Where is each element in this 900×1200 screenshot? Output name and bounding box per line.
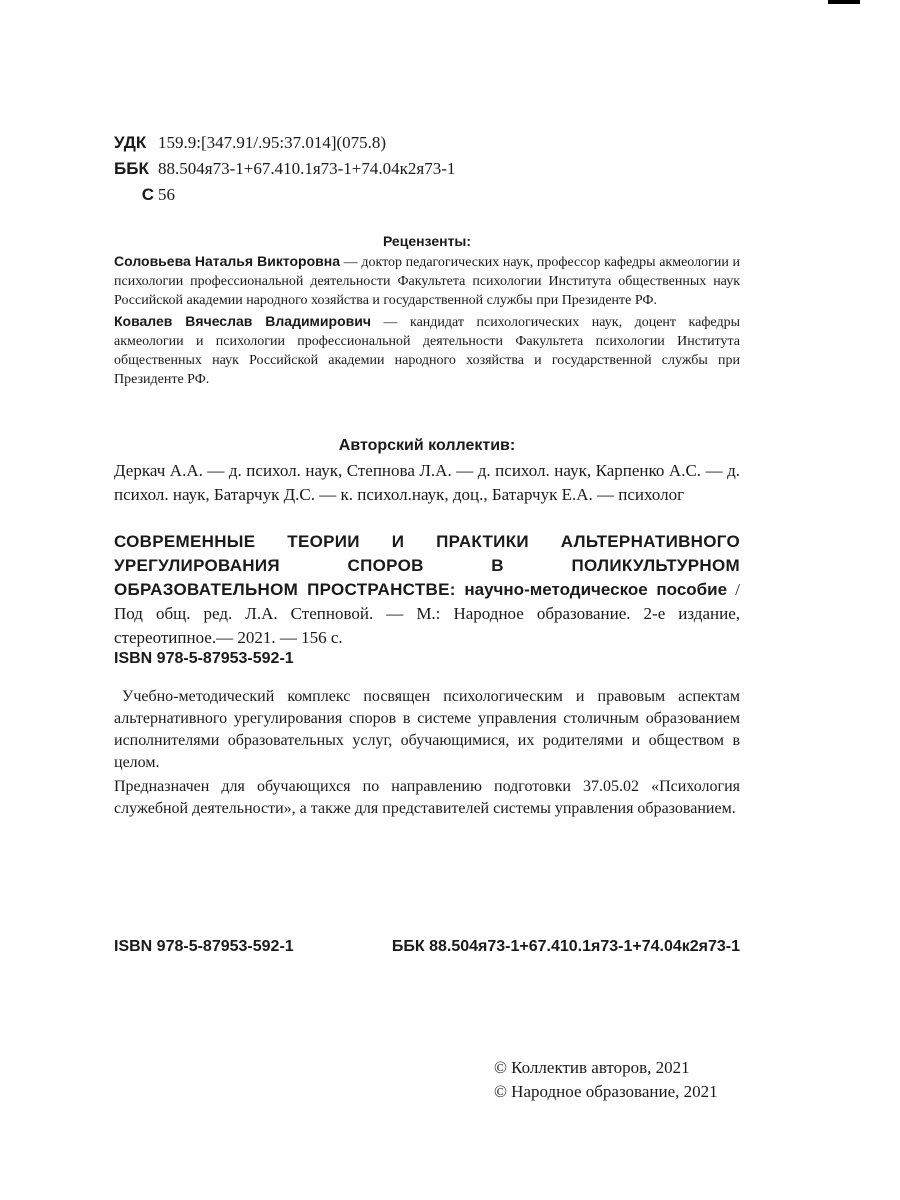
bbk-value: 88.504я73-1+67.410.1я73-1+74.04к2я73-1 [158,159,456,178]
authors-list: Деркач А.А. — д. психол. наук, Степнова Л.А. — д. психол. наук, Карпенко А.С. — д. психол. наук, Батарчук Д.С. — к. психол.наук, доц., Батарчук Е.А. — психолог [114,461,740,504]
classification-block [114,130,455,208]
copyright-block [494,1056,740,1104]
footer-bbk: ББК 88.504я73-1+67.410.1я73-1+74.04к2я73-1 [391,938,740,955]
authors-heading: Авторский коллектив: [338,437,516,454]
bibliographic-citation [114,530,740,650]
reviewer-entry [114,252,740,310]
bbk-label: ББК [114,159,149,178]
annotation-paragraph-2: Предназначен для обучающихся по направлению подготовки 37.05.02 «Психология служебной деятельности», а также для представителей системы управления образованием. [114,778,740,817]
udk-label: УДК [114,133,147,152]
reviewer-description: — доктор педагогических наук, профессор кафедры акмеологии и психологии профессиональной деятельности Факультета психологии Института общественных наук Российской академии народного хозяйства и государственной службы при Президенте РФ. [114,255,740,308]
reviewer-name: Ковалев Вячеслав Владимирович [114,313,371,329]
book-subtitle: научно-методическое пособие [455,580,728,599]
footer-codes [114,936,740,958]
isbn: ISBN 978-5-87953-592-1 [114,650,294,667]
authors-section [114,435,740,507]
corner-crop-mark [828,0,860,4]
footer-isbn: ISBN 978-5-87953-592-1 [114,938,294,955]
reviewer-name: Соловьева Наталья Викторовна [114,253,340,269]
annotation-paragraph-1: Учебно-методический комплекс посвящен психологическим и правовым аспектам альтернативного урегулирования споров в системе управления столичным образованием исполнителями образовательных услуг, обучающимися, их родителями и обществом в целом. [114,688,740,771]
udk-row [114,130,455,156]
author-mark-label: С [141,185,154,204]
bbk-row [114,156,455,182]
author-mark-value: 56 [158,185,175,204]
book-title: СОВРЕМЕННЫЕ ТЕОРИИ И ПРАКТИКИ АЛЬТЕРНАТИВНОГО УРЕГУЛИРОВАНИЯ СПОРОВ В ПОЛИКУЛЬТУРНОМ ОБРАЗОВАТЕЛЬНОМ ПРОСТРАНСТВЕ: [114,532,740,599]
copyright-publisher: © Народное образование, 2021 [494,1082,718,1101]
author-mark-row [114,182,455,208]
copyright-authors: © Коллектив авторов, 2021 [494,1058,690,1077]
reviewer-entry [114,312,740,389]
reviewers-heading: Рецензенты: [382,233,472,249]
udk-value: 159.9:[347.91/.95:37.014](075.8) [158,133,387,152]
annotation-section [114,686,740,822]
reviewers-section [114,232,740,391]
book-publication-details: / Под общ. ред. Л.А. Степновой. — М.: Народное образование. 2-е издание, стереотипное.— 2021. — 156 с. [114,580,740,647]
reviewer-description: — кандидат психологических наук, доцент кафедры акмеологии и психологии профессиональной деятельности Факультета психологии Института общественных наук Российской академии народного хозяйства и государственной службы при Президенте РФ. [114,315,740,387]
